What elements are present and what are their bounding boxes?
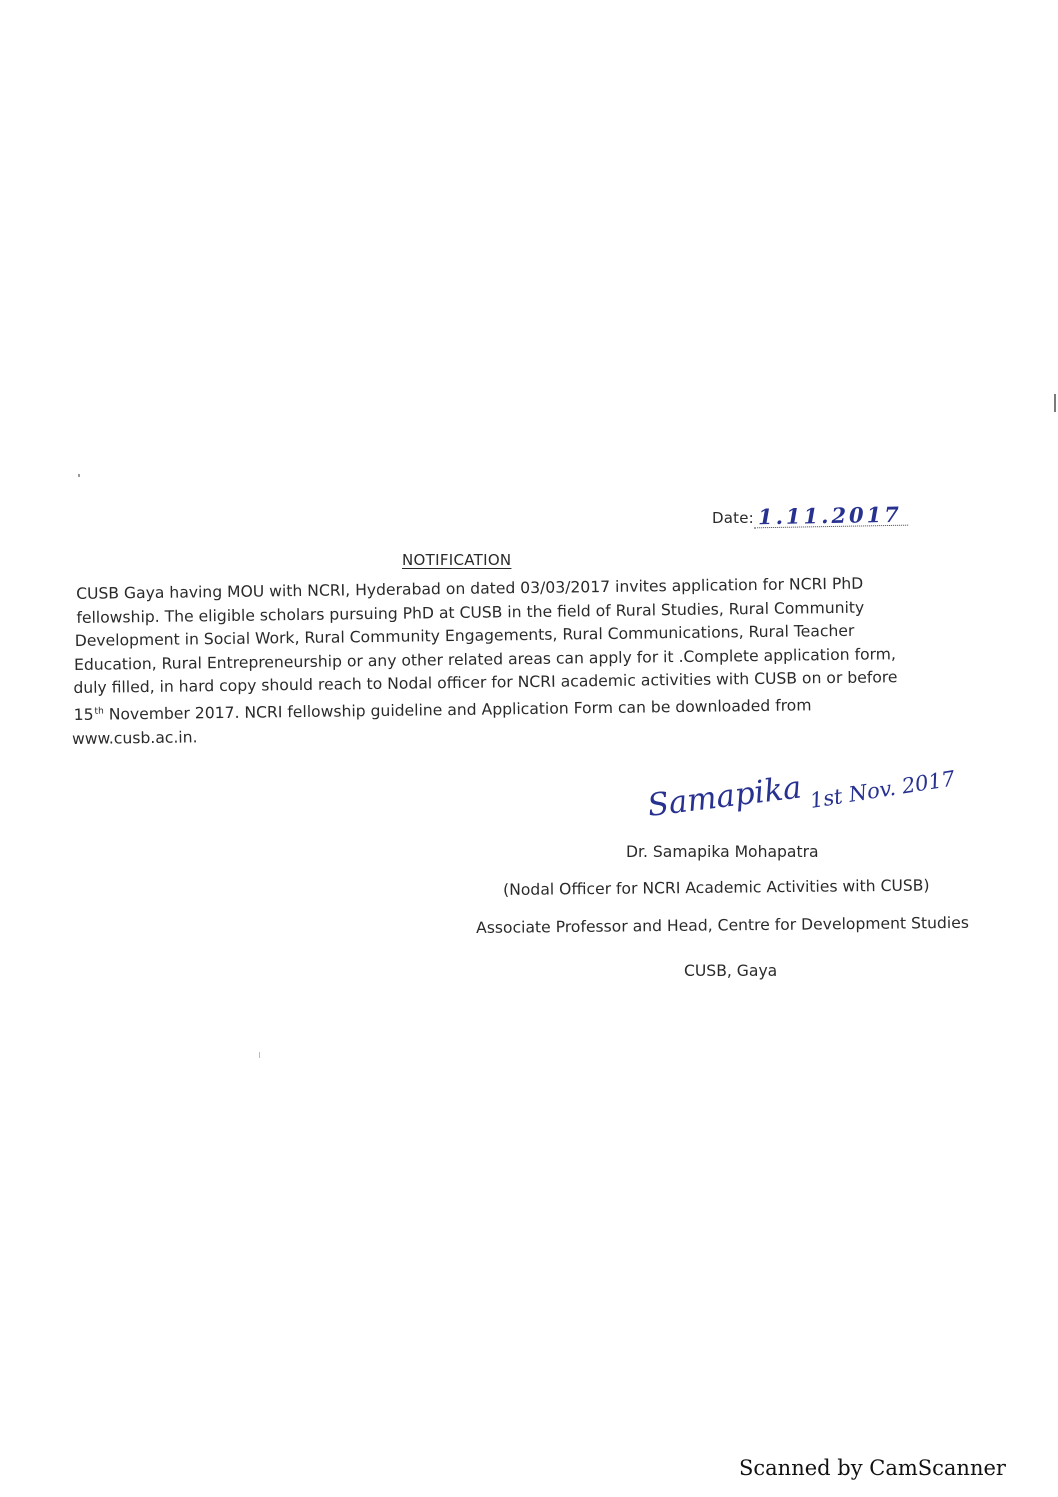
notification-body (70, 571, 972, 751)
deadline-day: 15 (73, 705, 94, 724)
handwritten-signature: Samapika (645, 769, 804, 824)
handwritten-date: 1.11.2017 (754, 505, 908, 529)
body-line: fellowship. The eligible scholars pursuing PhD at CUSB in the field of Rural Studies, Rural Community (76, 598, 865, 627)
website-link-text: www.cusb.ac.in. (71, 727, 198, 748)
scan-speck (78, 474, 80, 477)
body-line: Education, Rural Entrepreneurship or any other related areas can apply for it .Complete application form, (73, 644, 896, 674)
scan-speck (1054, 394, 1056, 412)
body-line: Development in Social Work, Rural Community Engagements, Rural Communications, Rural Teacher (74, 621, 855, 651)
handwritten-signature-date: 1st Nov. 2017 (808, 766, 957, 813)
signer-role: (Nodal Officer for NCRI Academic Activities with CUSB) (503, 876, 930, 899)
body-line: CUSB Gaya having MOU with NCRI, Hyderabad on dated 03/03/2017 invites application for NCRI PhD (76, 574, 864, 603)
date-line (712, 501, 908, 530)
body-line: duly filled, in hard copy should reach to Nodal officer for NCRI academic activities with CUSB on or before (73, 668, 898, 698)
notification-heading: NOTIFICATION (402, 551, 512, 569)
deadline-ordinal: th (94, 706, 104, 717)
signer-name: Dr. Samapika Mohapatra (626, 843, 819, 861)
signer-place: CUSB, Gaya (684, 962, 778, 980)
scan-speck (259, 1052, 260, 1058)
body-line-rest: November 2017. NCRI fellowship guideline and Application Form can be downloaded from (103, 696, 812, 724)
date-label: Date: (712, 509, 754, 527)
signer-title: Associate Professor and Head, Centre for Development Studies (476, 913, 969, 937)
camscanner-watermark: Scanned by CamScanner (739, 1456, 1006, 1480)
